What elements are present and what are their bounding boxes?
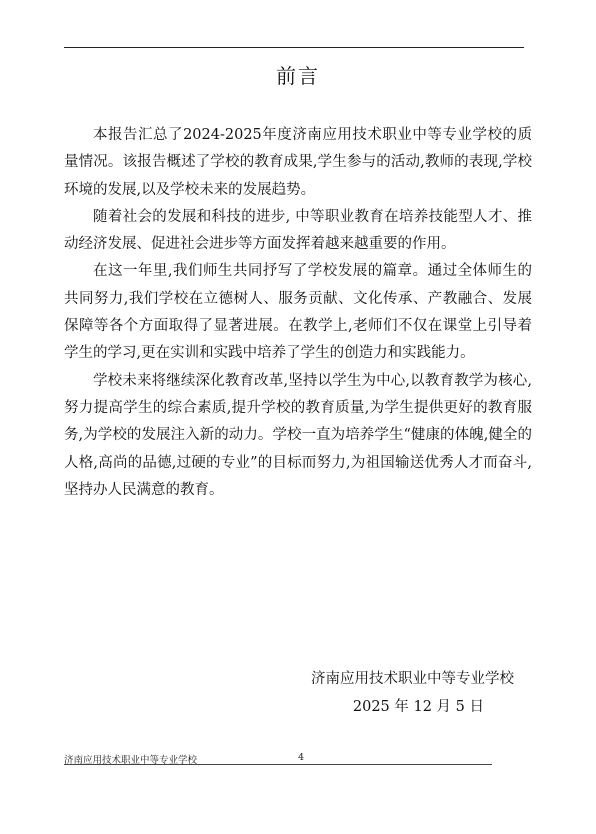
body-text — [64, 122, 532, 504]
signature-date: 2025 年 12 月 5 日 — [352, 699, 484, 715]
footer-rule — [64, 764, 492, 765]
page-title: 前言 — [276, 64, 320, 88]
paragraph-3: 在这一年里,我们师生共同抒写了学校发展的篇章。通过全体师生的共同努力,我们学校在立德树人、服务贡献、文化传承、产教融合、发展保障等各个方面取得了显著进展。在教学上,老师们不仅在课堂上引导着学生的学习,更在实训和实践中培养了学生的创造力和实践能力。 — [64, 263, 532, 362]
footer-school-name: 济南应用技术职业中等专业学校 — [64, 755, 198, 766]
header-rule — [64, 47, 524, 48]
signature-school: 济南应用技术职业中等专业学校 — [311, 671, 514, 687]
signature-block — [311, 665, 514, 721]
paragraph-1: 本报告汇总了2024-2025年度济南应用技术职业中等专业学校的质量情况。该报告概述了学校的教育成果,学生参与的活动,教师的表现,学校环境的发展,以及学校未来的发展趋势。 — [64, 127, 532, 198]
paragraph-2: 随着社会的发展和科技的进步, 中等职业教育在培养技能型人才、推动经济发展、促进社会进步等方面发挥着越来越重要的作用。 — [64, 208, 532, 253]
paragraph-4: 学校未来将继续深化教育改革,坚持以学生为中心,以教育教学为核心,努力提高学生的综合素质,提升学校的教育质量,为学生提供更好的教育服务,为学校的发展注入新的动力。学校一直为培养学生“健康的体魄,健全的人格,高尚的品德,过硬的专业”的目标而努力,为祖国输送优秀人才而奋斗,坚持办人民满意的教育。 — [64, 372, 532, 498]
footer-page-number: 4 — [298, 752, 305, 763]
